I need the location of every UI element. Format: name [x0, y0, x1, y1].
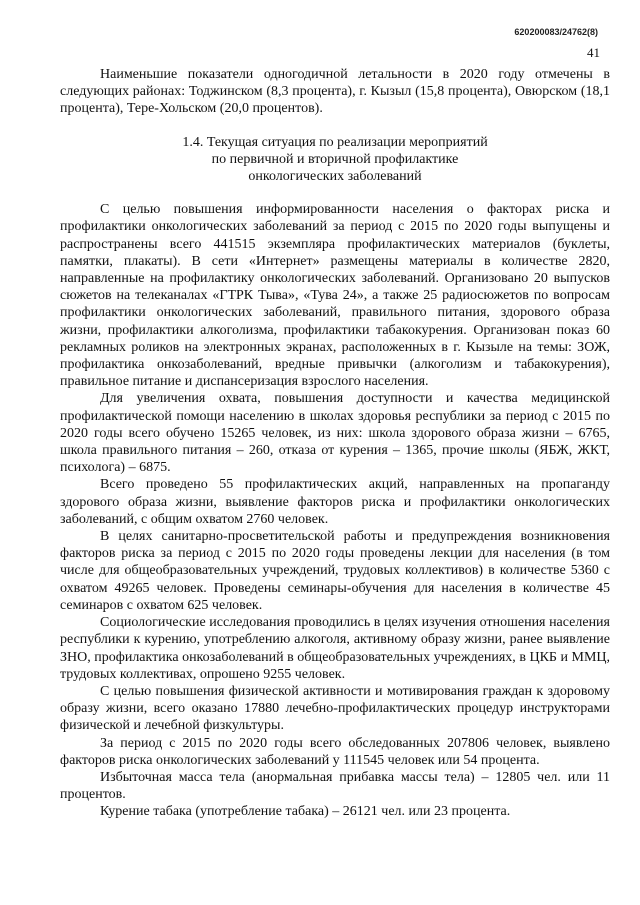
document-id: 620200083/24762(8): [514, 27, 598, 37]
paragraph-health-schools: Для увеличения охвата, повышения доступности и качества медицинской профилактической помощи населению в школах здоровья республики за период с 2015 по 2020 годы всего обучено 15265 человек, из них: школа здорового образа жизни – 6765, школа правильного питания – 260, отказа от курения – 1365, прочие школы (ЯБЖ, ЖКТ, психолога) – 6875.: [60, 391, 610, 476]
paragraph-physical-activity: С целью повышения физической активности и мотивирования граждан к здоровому образу жизни, всего оказано 17880 лечебно-профилактических процедур инструкторами физической и лечебной физкультуры.: [60, 683, 610, 734]
paragraph-sociology: Социологические исследования проводились в целях изучения отношения населения республики к курению, употреблению алкоголя, активному образу жизни, ранее выявление ЗНО, профилактика онкозаболеваний в общеобразовательных учреждениях, в ЦКБ и ММЦ, трудовых коллективах, опрошено 9255 человек.: [60, 615, 610, 682]
paragraph-smoking: Курение табака (употребление табака) – 26121 чел. или 23 процента.: [100, 804, 511, 820]
paragraph-materials: С целью повышения информированности населения о факторах риска и профилактики онкологических заболеваний за период с 2015 по 2020 годы выпущены и распространены всего 441515 экземпляра профилактических материалов (буклеты, памятки, плакаты). В сети «Интернет» размещены материалы в количестве 2820, направленные на профилактику онкологических заболеваний. Организовано 20 выпусков сюжетов на телеканалах «ГТРК Тыва», «Тува 24», а также 25 радиосюжетов по вопросам профилактики онкологических заболеваний, правильного питания, здорового образа жизни, профилактики алкоголизма, профилактики табакокурения. Организован показ 60 рекламных роликов на электронных экранах, расположенных в г. Кызыле на темы: ЗОЖ, профилактика онкозаболеваний, вредные привычки (алкоголизм и табакокурения), правильное питание и диспансеризация взрослого населения.: [60, 202, 610, 390]
section-heading-line: по первичной и вторичной профилактике: [211, 151, 459, 167]
section-heading: [60, 134, 610, 186]
paragraph-actions: Всего проведено 55 профилактических акций, направленных на пропаганду здорового образа жизни, выявление факторов риска и профилактики онкологических заболеваний, с общим охватом 2760 человек.: [60, 477, 610, 527]
intro-paragraph: Наименьшие показатели одногодичной летальности в 2020 году отмечены в следующих районах: Тоджинском (8,3 процента), г. Кызыл (15,8 процента), Овюрском (18,1 процента), Тере-Хольском (20,0 процентов).: [60, 67, 610, 117]
section-heading-line: 1.4. Текущая ситуация по реализации мероприятий: [182, 134, 488, 150]
section-heading-line: онкологических заболеваний: [248, 169, 422, 185]
paragraph-overweight: Избыточная масса тела (анормальная прибавка массы тела) – 12805 чел. или 11 процентов.: [60, 769, 610, 803]
page-number: 41: [587, 45, 600, 60]
document-body: [60, 66, 610, 821]
paragraph-lectures: В целях санитарно-просветительской работы и предупреждения возникновения факторов риска за период с 2015 по 2020 годы проведены лекции для населения (в том числе для общеобразовательных учреждений, трудовых коллективов) в количестве 5360 с охватом 49265 человек. Проведены семинары-обучения для населения в количестве 45 семинаров с охватом 625 человек.: [60, 529, 610, 613]
paragraph-screening: За период с 2015 по 2020 годы всего обследованных 207806 человек, выявлено факторов риска онкологических заболеваний у 111545 человек или 54 процента.: [60, 735, 610, 768]
